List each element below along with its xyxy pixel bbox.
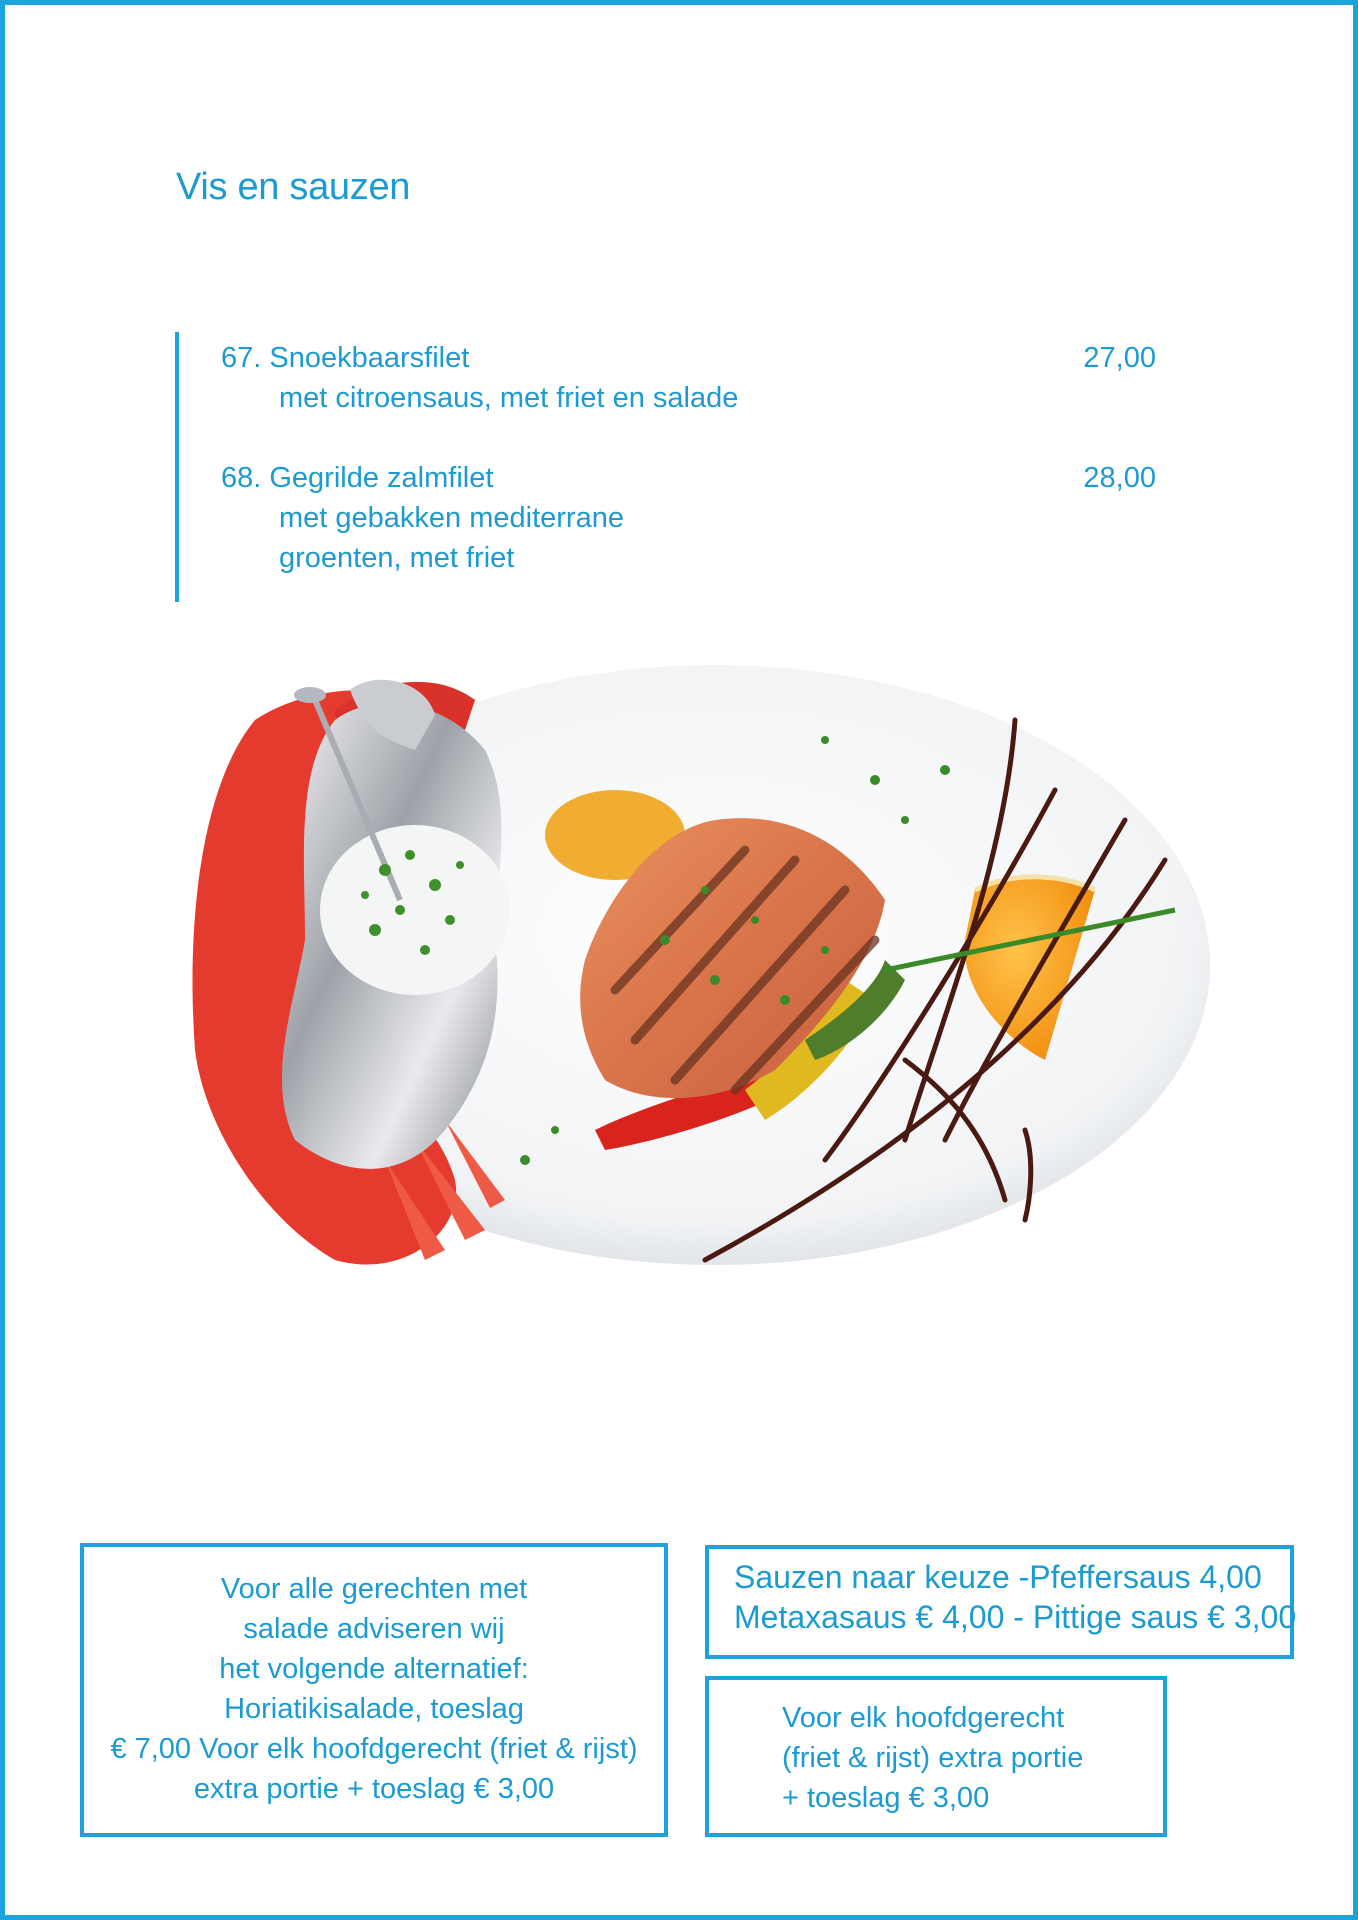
salad-advice-line: Horiatikisalade, toeslag bbox=[224, 1693, 524, 1725]
extra-portion-line: (friet & rijst) extra portie bbox=[782, 1742, 1084, 1774]
menu-item-description: met gebakken mediterrane bbox=[279, 502, 624, 534]
menu-item-name: 67. Snoekbaarsfilet bbox=[221, 342, 470, 374]
menu-item-price: 27,00 bbox=[1083, 342, 1156, 374]
salad-advice-line: € 7,00 Voor elk hoofdgerecht (friet & rijst) bbox=[110, 1733, 638, 1765]
menu-item-price: 28,00 bbox=[1083, 462, 1156, 494]
salad-advice-line: Voor alle gerechten met bbox=[220, 1573, 528, 1605]
sauces-box bbox=[705, 1545, 1297, 1659]
menu-item-description: groenten, met friet bbox=[279, 542, 515, 574]
sauces-line: Sauzen naar keuze -Pfeffersaus 4,00 bbox=[734, 1559, 1262, 1595]
salad-advice-line: het volgende alternatief: bbox=[219, 1653, 529, 1685]
salad-advice-line: extra portie + toeslag € 3,00 bbox=[193, 1773, 555, 1805]
grilled-salmon-plate-photo bbox=[185, 660, 1210, 1280]
menu-item bbox=[221, 338, 1156, 418]
extra-portion-line: Voor elk hoofdgerecht bbox=[782, 1702, 1065, 1734]
page-title: Vis en sauzen bbox=[176, 166, 411, 208]
salad-advice-box bbox=[80, 1543, 668, 1837]
extra-portion-line: + toeslag € 3,00 bbox=[782, 1782, 990, 1814]
menu-item bbox=[221, 458, 1156, 578]
salad-advice-line: salade adviseren wij bbox=[243, 1613, 505, 1645]
menu-accent-bar bbox=[175, 332, 179, 602]
extra-portion-box bbox=[705, 1676, 1167, 1837]
menu-item-name: 68. Gegrilde zalmfilet bbox=[221, 462, 494, 494]
sauces-line: Metaxasaus € 4,00 - Pittige saus € 3,00 bbox=[734, 1599, 1297, 1635]
menu-item-description: met citroensaus, met friet en salade bbox=[279, 382, 739, 414]
